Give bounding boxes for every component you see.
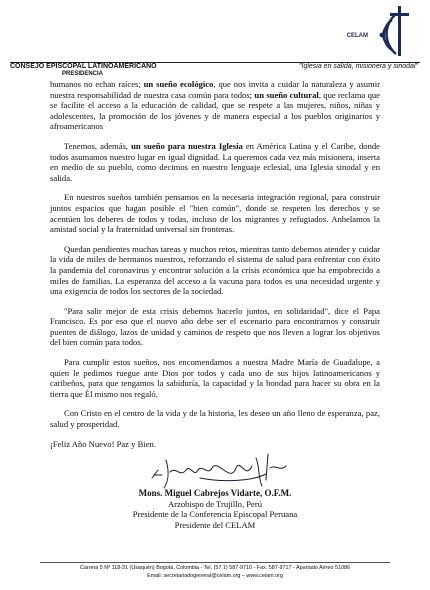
text-run: Para cumplir estos sueños, nos encomendamos a nuestra Madre María de Guadalupe, a quien le pedimos ruegue ante Dios por todos y cada uno de sus hijos latinoamericanos y caribeños, para que tengamos la sabiduría, la capacidad y la bondad para hacer su obra en la tierra que Él mismo nos regaló. [50, 357, 380, 399]
text-run: en América Latina y el Caribe, donde todos asumamos nuestro lugar en igual dignidad. La queremos cada vez más misionera, inserta en medio de su pueblo, como decimos en nuestro lenguaje eclesial, una Iglesia sinodal y en salida. [50, 140, 381, 183]
text-run: Con Cristo en el centro de la vida y de la historia, les deseo un año lleno de esperanza, paz, salud y prosperidad. [50, 408, 380, 430]
motto: "Iglesia en salida, misionera y sinodal" [299, 63, 418, 70]
text-run: , que reclama que se facilite el acceso a la educación de calidad, que se respete a las mujeres, niños, niñas y adolescentes, la promoción de los jóvenes y de manera especial a los pueblos originarios y afroamericanos [50, 89, 381, 132]
letterhead [0, 0, 430, 80]
emphasized-phrase: un sueño cultural [254, 89, 319, 100]
organization-name: CONSEJO EPISCOPAL LATINOAMERICANO [10, 63, 157, 70]
text-run: , que nos invita a cuidar la naturaleza y asumir nuestra responsabilidad de nuestra casa común para todos; [50, 79, 380, 100]
signatory-title-1: Arzobispo de Trujillo, Perú [167, 498, 263, 509]
letter-paragraph [50, 192, 380, 234]
logo-wordmark: CELAM [346, 33, 368, 39]
emphasized-phrase: un sueño ecológico [143, 79, 214, 89]
letter-paragraph [50, 306, 380, 348]
text-run: Quedan pendientes muchas tareas y muchos retos, mientras tanto debemos atender y cuidar la vida de miles de hermanos nuestros, reforzando el sistema de salud para enfrentar con éxito la pandemia del coronavirus y encontrar solución a la crisis económica que ha empobrecido a miles de familias. La esperanza del acceso a la vacuna para todos es una necesidad urgente y una exigencia de todos los sectores de la sociedad. [50, 243, 380, 297]
signatory-name: Mons. Miguel Cabrejos Vidarte, O.F.M. [138, 488, 292, 498]
text-run: ¡Feliz Año Nuevo! Paz y Bien. [50, 438, 156, 449]
signatory-title-2: Presidente de la Conferencia Episcopal Peruana [132, 509, 298, 520]
text-run: En nuestros sueños también pensamos en la necesaria integración regional, para construir juntos espacios que hagan posible el "bien común", donde se respeten los derechos y se acentúen los deberes de todos y todas, incluso de los migrantes y refugiados. Anhelamos la amistad social y la fraternidad universal sin fronteras. [50, 192, 380, 235]
text-run: humanos no echan raíces; [50, 79, 144, 89]
signature-block [0, 488, 430, 530]
celam-logo [312, 4, 412, 62]
signatory-title-3: Presidente del CELAM [174, 519, 256, 530]
handwritten-signature [140, 448, 320, 492]
text-run: Tenemos, además, [64, 140, 132, 151]
emphasized-phrase: un sueño para nuestra Iglesia [131, 140, 243, 151]
text-run: "Para salir mejor de esta crisis debemos hacerlo juntos, en solidaridad", dice el Papa Francisco. Es por eso que el nuevo año debe ser el escenario para encontrarnos y construir puentes de diálogo, lazos de unidad y caminos de respeto que nos lleven a lograr los objetivos del bien común para todos. [50, 305, 380, 348]
department-name: PRESIDENCIA [62, 71, 104, 77]
letter-paragraph [50, 79, 380, 132]
letter-paragraph [50, 357, 380, 399]
footer-address: Carrera 5 Nº 118-31 (Usaquén) Bogotá, Colombia - Tel. (57 1) 587-9710 - Fax. 587-9717 - Apartado Aéreo 51086 [80, 565, 350, 571]
footer-rule [40, 562, 390, 563]
letter-paragraph [50, 141, 380, 183]
footer-contact: Email: secretariadogeneral@celam.org – www.celam.org [147, 573, 283, 579]
letter-paragraph [50, 244, 380, 297]
letter-body [50, 79, 380, 458]
letter-paragraph [50, 408, 380, 429]
